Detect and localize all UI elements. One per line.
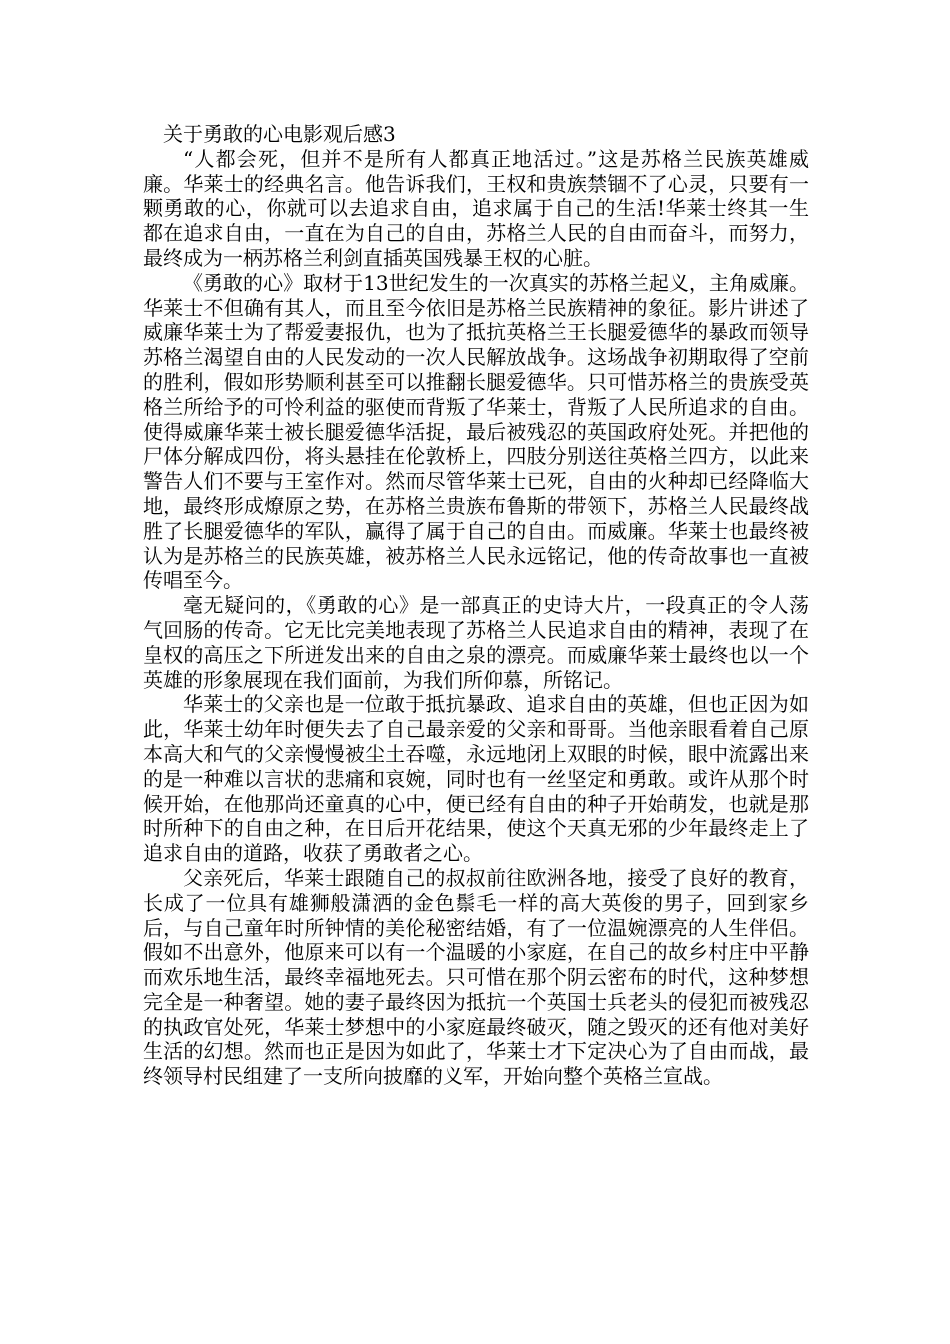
document-page (143, 122, 809, 1089)
paragraph-3: 毫无疑问的，《勇敢的心》是一部真正的史诗大片，一段真正的令人荡气回肠的传奇。它无比完美地表现了苏格兰人民追求自由的精神，表现了在皇权的高压之下所迸发出来的自由之泉的漂亮。而威廉华莱士最终也以一个英雄的形象展现在我们面前，为我们所仰慕，所铭记。 (143, 593, 809, 692)
paragraph-1: “人都会死，但并不是所有人都真正地活过。”这是苏格兰民族英雄威廉。华莱士的经典名言。他告诉我们，王权和贵族禁锢不了心灵，只要有一颗勇敢的心，你就可以去追求自由，追求属于自己的生活!华莱士终其一生都在追求自由，一直在为自己的自由，苏格兰人民的自由而奋斗，而努力，最终成为一柄苏格兰利剑直插英国残暴王权的心脏。 (143, 146, 809, 270)
paragraph-2: 《勇敢的心》取材于13世纪发生的一次真实的苏格兰起义，主角威廉。华莱士不但确有其人，而且至今依旧是苏格兰民族精神的象征。影片讲述了威廉华莱士为了帮爱妻报仇，也为了抵抗英格兰王长腿爱德华的暴政而领导苏格兰渴望自由的人民发动的一次人民解放战争。这场战争初期取得了空前的胜利，假如形势顺利甚至可以推翻长腿爱德华。只可惜苏格兰的贵族受英格兰所给予的可怜利益的驱使而背叛了华莱士，背叛了人民所追求的自由。使得威廉华莱士被长腿爱德华活捉，最后被残忍的英国政府处死。并把他的尸体分解成四份，将头悬挂在伦敦桥上，四肢分别送往英格兰四方，以此来警告人们不要与王室作对。然而尽管华莱士已死，自由的火种却已经降临大地，最终形成燎原之势，在苏格兰贵族布鲁斯的带领下，苏格兰人民最终战胜了长腿爱德华的军队，赢得了属于自己的自由。而威廉。华莱士也最终被认为是苏格兰的民族英雄，被苏格兰人民永远铭记，他的传奇故事也一直被传唱至今。 (143, 270, 809, 593)
paragraph-4: 华莱士的父亲也是一位敢于抵抗暴政、追求自由的英雄，但也正因为如此，华莱士幼年时便失去了自己最亲爱的父亲和哥哥。当他亲眼看着自己原本高大和气的父亲慢慢被尘土吞噬，永远地闭上双眼的时候，眼中流露出来的是一种难以言状的悲痛和哀婉，同时也有一丝坚定和勇敢。或许从那个时候开始，在他那尚还童真的心中，便已经有自由的种子开始萌发，也就是那时所种下的自由之种，在日后开花结果，使这个天真无邪的少年最终走上了追求自由的道路，收获了勇敢者之心。 (143, 692, 809, 866)
paragraph-5: 父亲死后，华莱士跟随自己的叔叔前往欧洲各地，接受了良好的教育，长成了一位具有雄狮般潇洒的金色鬃毛一样的高大英俊的男子，回到家乡后，与自己童年时所钟情的美伦秘密结婚，有了一位温婉漂亮的人生伴侣。假如不出意外，他原来可以有一个温暖的小家庭，在自己的故乡村庄中平静而欢乐地生活，最终幸福地死去。只可惜在那个阴云密布的时代，这种梦想完全是一种奢望。她的妻子最终因为抵抗一个英国士兵老头的侵犯而被残忍的执政官处死，华莱士梦想中的小家庭最终破灭，随之毁灭的还有他对美好生活的幻想。然而也正是因为如此了，华莱士才下定决心为了自由而战，最终领导村民组建了一支所向披靡的义军，开始向整个英格兰宣战。 (143, 865, 809, 1089)
document-title: 关于勇敢的心电影观后感3 (163, 122, 396, 146)
